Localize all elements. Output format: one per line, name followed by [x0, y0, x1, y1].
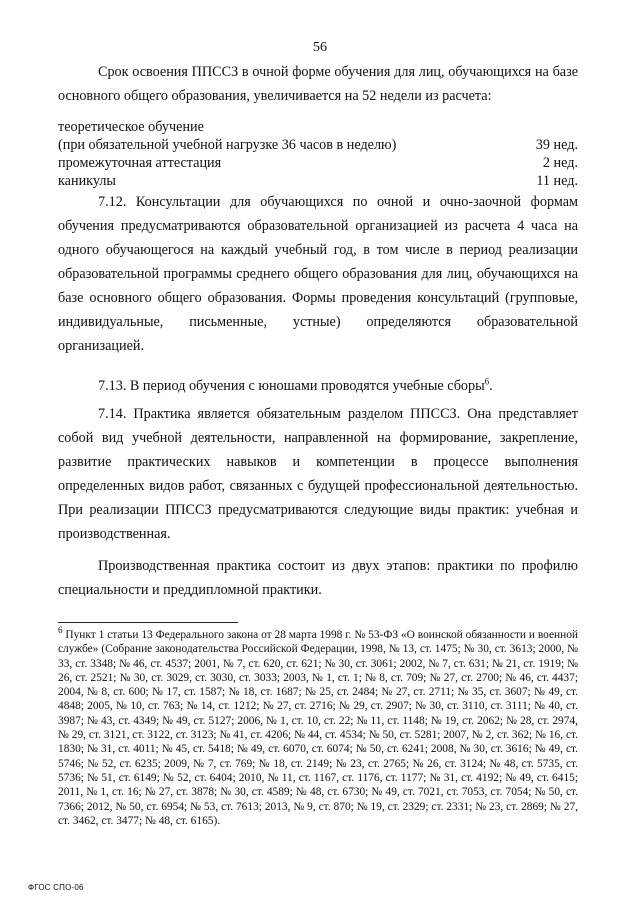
schedule-value: 11 нед. — [536, 173, 578, 189]
schedule-row-theory — [58, 118, 578, 136]
document-footer-code: ФГОС СПО-06 — [28, 883, 84, 892]
schedule-value: 2 нед. — [542, 155, 578, 171]
paragraph-7-13 — [58, 374, 578, 398]
schedule-row-holidays — [58, 172, 578, 190]
schedule-row-attestation — [58, 154, 578, 172]
intro-paragraph: Срок освоения ППССЗ в очной форме обучения для лиц, обучающихся на базе основного общего образования, увеличивается на 52 недели из расчета: — [58, 64, 578, 104]
schedule-value: 39 нед. — [535, 137, 578, 153]
schedule-label: (при обязательной учебной нагрузке 36 часов в неделю) — [58, 137, 397, 153]
footnote-marker: 6 — [58, 625, 63, 636]
schedule-label: каникулы — [58, 173, 116, 189]
paragraph-7-13-end: . — [489, 378, 493, 394]
schedule-label: промежуточная аттестация — [58, 155, 222, 171]
paragraph-7-14: 7.14. Практика является обязательным разделом ППССЗ. Она представляет собой вид учебной деятельности, направленной на формирование, закрепление, развитие практических навыков и компетенции в процессе выполнения определенных видов работ, связанных с будущей профессиональной деятельностью. При реализации ППССЗ предусматриваются следующие виды практик: учебная и производственная. — [58, 406, 578, 542]
paragraph-production-practice: Производственная практика состоит из двух этапов: практики по профилю специальности и преддипломной практики. — [58, 558, 578, 598]
paragraph-7-12: 7.12. Консультации для обучающихся по очной и очно-заочной формам обучения предусматриваются образовательной организацией из расчета 4 часа на одного обучающегося на каждый учебный год, в том числе в период реализации образовательной программы среднего общего образования для лиц, обучающихся на базе основного общего образования. Формы проведения консультаций (групповые, индивидуальные, письменные, устные) определяются образовательной организацией. — [58, 194, 578, 354]
footnote-reference[interactable]: 6 — [484, 376, 490, 387]
footnote — [58, 625, 578, 828]
schedule-label: теоретическое обучение — [58, 119, 204, 135]
footnote-divider — [58, 622, 238, 623]
study-schedule — [58, 118, 578, 190]
page-number: 56 — [313, 40, 327, 55]
footnote-text: Пункт 1 статьи 13 Федерального закона от 28 марта 1998 г. № 53-ФЗ «О воинской обязанности и военной службе» (Собрание законодательства Российской Федерации, 1998, № 13, ст. 1475; № 30, ст. 3613; 2000, № 33, ст. 3348; № 46, ст. 4537; 2001, № 7, ст. 620, ст. 621; № 30, ст. 3061; 2002, № 7, ст. 631; № 21, ст. 1919; № 26, ст. 2521; № 30, ст. 3029, ст. 3030, ст. 3033; 2003, № 1, ст. 1; № 8, ст. 709; № 27, ст. 2700; № 46, ст. 4437; 2004, № 8, ст. 600; № 17, ст. 1587; № 18, ст. 1687; № 25, ст. 2484; № 27, ст. 2711; № 35, ст. 3607; № 49, ст. 4848; 2005, № 10, ст. 763; № 14, ст. 1212; № 27, ст. 2716; № 29, ст. 2907; № 30, ст. 3110, ст. 3111; № 40, ст. 3987; № 43, ст. 4349; № 49, ст. 5127; 2006, № 1, ст. 10, ст. 22; № 11, ст. 1148; № 19, ст. 2062; № 28, ст. 2974, № 29, ст. 3121, ст. 3122, ст. 3123; № 41, ст. 4206; № 44, ст. 4534; № 50, ст. 5281; 2007, № 2, ст. 362; № 16, ст. 1830; № 31, ст. 4011; № 45, ст. 5418; № 49, ст. 6070, ст. 6074; № 50, ст. 6241; 2008, № 30, ст. 3616; № 49, ст. 5746; № 52, ст. 6235; 2009, № 7, ст. 769; № 18, ст. 2149; № 23, ст. 2765; № 26, ст. 3124; № 48, ст. 5735, ст. 5736; № 51, ст. 6149; № 52, ст. 6404; 2010, № 11, ст. 1167, ст. 1176, ст. 1177; № 31, ст. 4192; № 49, ст. 6415; 2011, № 1, ст. 16; № 27, ст. 3878; № 30, ст. 4589; № 48, ст. 6730; № 49, ст. 7021, ст. 7053, ст. 7054; № 50, ст. 7366; 2012, № 50, ст. 6954; № 53, ст. 7613; 2013, № 9, ст. 870; № 19, ст. 2329; ст. 2331; № 23, ст. 2869; № 27, ст. 3462, ст. 3477; № 48, ст. 6165). — [58, 629, 578, 827]
paragraph-7-13-text: 7.13. В период обучения с юношами проводятся учебные сборы — [98, 378, 485, 394]
schedule-row-load — [58, 136, 578, 154]
